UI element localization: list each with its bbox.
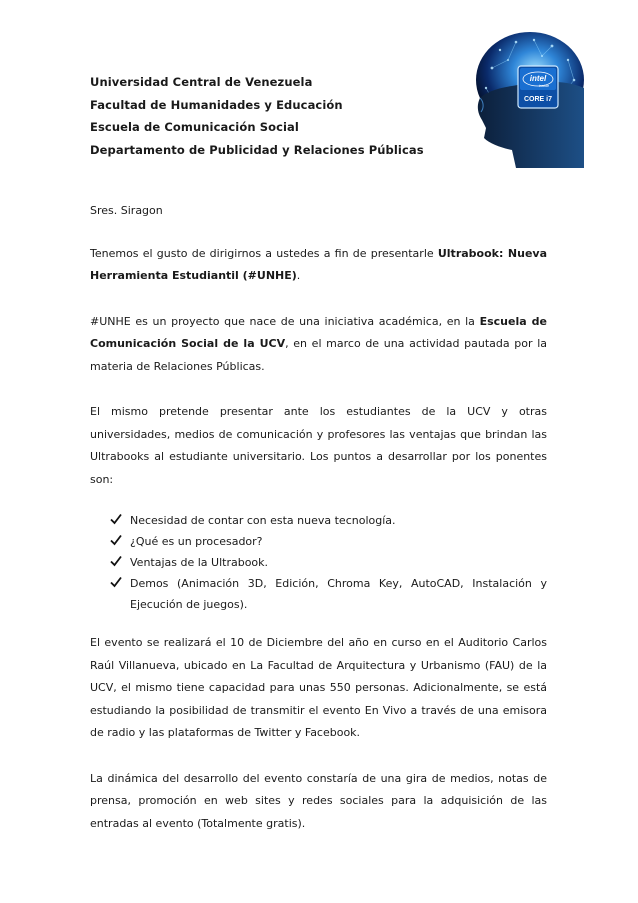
letter-body — [90, 200, 547, 858]
school-highlight: Escuela de Comunicación Social de la UCV — [90, 314, 547, 350]
list-item: Ventajas de la Ultrabook. — [110, 552, 547, 573]
checkmark-icon — [110, 555, 122, 567]
checkmark-icon — [110, 513, 122, 525]
checkmark-icon — [110, 576, 122, 588]
school-name: Escuela de Comunicación Social — [90, 120, 299, 134]
badge-inside: inside — [538, 83, 550, 88]
list-item: Demos (Animación 3D, Edición, Chroma Key, AutoCAD, Instalación y Ejecución de juegos). — [110, 573, 547, 615]
intel-core-badge — [518, 66, 558, 108]
faculty-name: Facultad de Humanidades y Educación — [90, 97, 343, 112]
paragraph-event-details: El evento se realizará el 10 de Diciembre del año en curso en el Auditorio Carlos Raúl Villanueva, ubicado en La Facultad de Arquitectura y Urbanismo (FAU) de la UCV, el mismo tiene capacidad para unas 550 personas. Adicionalmente, se está estudiando la posibilidad de transmitir el evento En Vivo a través de una emisora de radio y las plataformas de Twitter y Facebook. — [90, 636, 547, 739]
paragraph-dynamics: La dinámica del desarrollo del evento constaría de una gira de medios, notas de prensa, promoción en web sites y redes sociales para la adquisición de las entradas al evento (Totalmente gratis). — [90, 771, 547, 830]
topics-list — [90, 510, 547, 615]
paragraph-intro: Tenemos el gusto de dirigirnos a ustedes a fin de presentarle Ultrabook: Nueva Herramienta Estudiantil (#UNHE). — [90, 246, 548, 282]
greeting: Sres. Siragon — [90, 204, 163, 217]
paragraph-project: #UNHE es un proyecto que nace de una iniciativa académica, en la Escuela de Comunicación Social de la UCV, en el marco de una actividad pautada por la materia de Relaciones Públicas. — [90, 314, 547, 373]
intel-brain-logo — [472, 28, 584, 168]
paragraph-purpose: El mismo pretende presentar ante los estudiantes de la UCV y otras universidades, medios de comunicación y profesores las ventajas que brindan las Ultrabooks al estudiante universitario. Los puntos a desarrollar por los ponentes son: — [90, 405, 547, 486]
university-name: Universidad Central de Venezuela — [90, 75, 313, 89]
list-item: ¿Qué es un procesador? — [110, 531, 547, 552]
list-item: Necesidad de contar con esta nueva tecnología. — [110, 510, 547, 531]
brain-head-illustration — [472, 28, 584, 168]
checkmark-icon — [110, 534, 122, 546]
event-name: Ultrabook: Nueva Herramienta Estudiantil (#UNHE) — [90, 246, 548, 282]
badge-brand: intel — [529, 74, 547, 83]
department-name: Departamento de Publicidad y Relaciones Públicas — [90, 142, 424, 157]
letterhead — [90, 71, 424, 161]
badge-core: CORE i7 — [523, 96, 553, 103]
